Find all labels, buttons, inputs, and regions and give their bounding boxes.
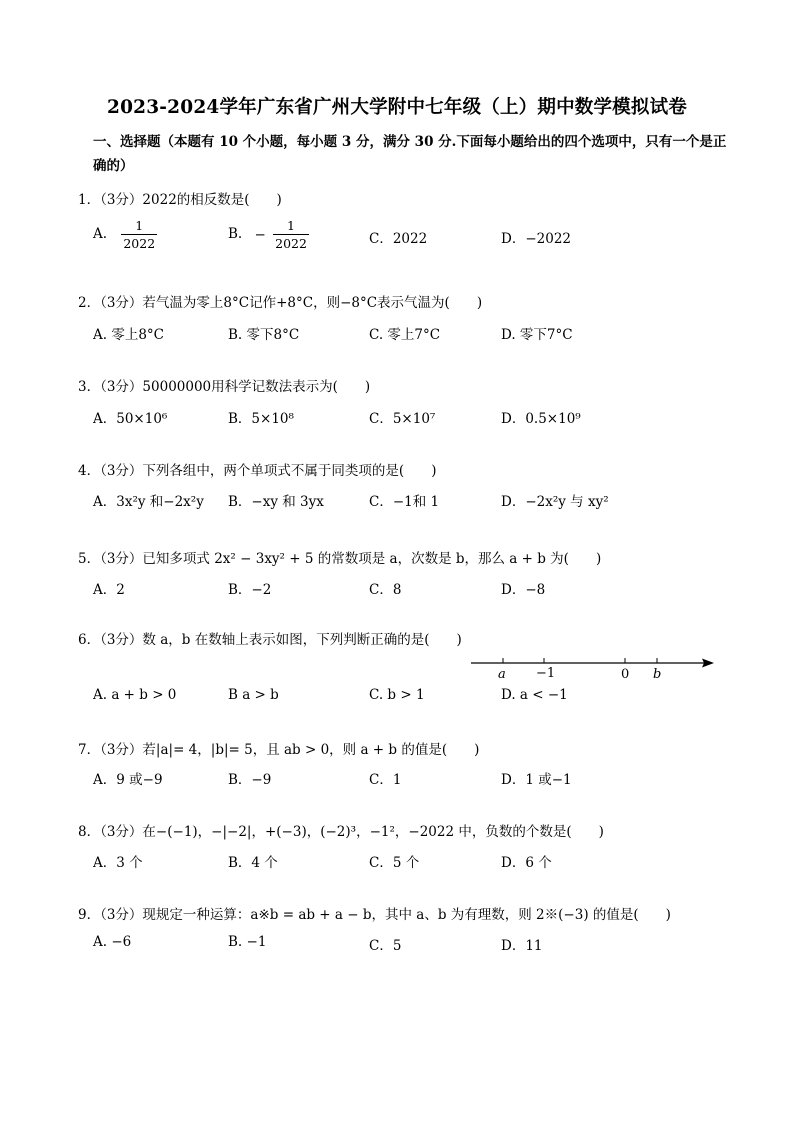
- number-line-label-a: a: [498, 667, 506, 682]
- number-line-label-neg-one: −1: [536, 666, 556, 681]
- question-8-option-c[interactable]: C．5 个: [369, 855, 420, 871]
- fraction-numerator: 1: [287, 218, 295, 233]
- question-3-option-c[interactable]: C．5×10⁷: [369, 411, 436, 427]
- question-8-stem: 8．（3分）在−(−1)，−|−2|，+(−3)，(−2)³，−1²，−2022 中，负数的个数是( ): [78, 824, 604, 840]
- question-9-option-a[interactable]: A. −6: [93, 934, 132, 950]
- question-1-stem: 1．（3分）2022的相反数是( ): [78, 192, 282, 208]
- question-2-stem: 2．（3分）若气温为零上8°C记作+8°C，则−8°C表示气温为( ): [78, 295, 483, 311]
- question-6-option-b[interactable]: B a > b: [228, 687, 279, 703]
- question-1-option-a[interactable]: [93, 217, 157, 252]
- option-b-fraction: [273, 217, 309, 252]
- question-9-option-c[interactable]: C．5: [369, 938, 402, 954]
- question-8-option-d[interactable]: D．6 个: [501, 855, 552, 871]
- question-6-option-c[interactable]: C. b > 1: [369, 687, 425, 703]
- question-1-option-d[interactable]: D．−2022: [501, 231, 571, 247]
- question-5-option-c[interactable]: C．8: [369, 582, 402, 598]
- question-5-option-b[interactable]: B．−2: [228, 582, 272, 598]
- question-5-option-d[interactable]: D．−8: [501, 582, 546, 598]
- question-6-stem: 6．（3分）数 a，b 在数轴上表示如图，下列判断正确的是( ): [78, 632, 462, 648]
- question-3-option-b[interactable]: B．5×10⁸: [228, 411, 294, 427]
- fraction-denominator: 2022: [123, 236, 156, 251]
- question-2-option-c[interactable]: C. 零上7°C: [369, 327, 441, 343]
- number-line-label-b: b: [653, 667, 662, 682]
- question-4-option-c[interactable]: C．−1和 1: [369, 494, 440, 510]
- question-7-stem: 7．（3分）若|a|= 4，|b|= 5，且 ab > 0，则 a + b 的值是( ): [78, 742, 480, 758]
- fraction-numerator: 1: [135, 218, 144, 233]
- question-9-option-d[interactable]: D．11: [501, 938, 543, 954]
- fraction-denominator: 2022: [275, 236, 307, 251]
- question-8-option-b[interactable]: B．4 个: [228, 855, 278, 871]
- question-9-stem: 9．（3分）现规定一种运算：a※b = ab + a − b，其中 a、b 为有理数，则 2※(−3) 的值是( ): [78, 907, 671, 923]
- question-4-stem: 4．（3分）下列各组中，两个单项式不属于同类项的是( ): [78, 463, 437, 479]
- question-4-option-d[interactable]: D．−2x²y 与 xy²: [501, 494, 609, 510]
- page-title: 2023-2024学年广东省广州大学附中七年级（上）期中数学模拟试卷: [107, 97, 687, 118]
- question-4-option-b[interactable]: B．−xy 和 3yx: [228, 494, 324, 510]
- option-a-label: A.: [93, 226, 108, 242]
- negative-sign: −: [254, 226, 266, 243]
- question-7-option-d[interactable]: D．1 或−1: [501, 772, 572, 788]
- question-8-option-a[interactable]: A．3 个: [93, 855, 143, 871]
- option-a-fraction: [121, 217, 157, 252]
- question-5-option-a[interactable]: A．2: [93, 582, 125, 598]
- question-6-option-a[interactable]: A. a + b > 0: [93, 687, 177, 703]
- question-2-option-a[interactable]: A. 零上8°C: [93, 327, 165, 343]
- option-b-label: B.: [228, 226, 243, 242]
- question-3-option-d[interactable]: D．0.5×10⁹: [501, 411, 581, 427]
- question-2-option-b[interactable]: B. 零下8°C: [228, 327, 300, 343]
- section-heading: 一、选择题（本题有 10 个小题，每小题 3 分，满分 30 分.下面每小题给出的四个选项中，只有一个是正确的）: [93, 134, 727, 174]
- question-7-option-a[interactable]: A．9 或−9: [93, 772, 163, 788]
- question-2-option-d[interactable]: D. 零下7°C: [501, 327, 573, 343]
- question-5-stem: 5．（3分）已知多项式 2x² − 3xy² + 5 的常数项是 a，次数是 b，那么 a + b 为( ): [78, 551, 602, 567]
- question-9-option-b[interactable]: B. −1: [228, 934, 267, 950]
- question-7-option-c[interactable]: C．1: [369, 772, 402, 788]
- question-3-option-a[interactable]: A．50×10⁶: [93, 411, 168, 427]
- question-4-option-a[interactable]: A．3x²y 和−2x²y: [93, 494, 204, 510]
- question-6-option-d[interactable]: D. a < −1: [501, 687, 568, 703]
- question-1-option-c[interactable]: C．2022: [369, 231, 428, 247]
- question-3-stem: 3．（3分）50000000用科学记数法表示为( ): [78, 379, 371, 395]
- number-line-label-zero: 0: [621, 667, 630, 682]
- question-7-option-b[interactable]: B．−9: [228, 772, 272, 788]
- question-1-option-b[interactable]: [228, 217, 309, 252]
